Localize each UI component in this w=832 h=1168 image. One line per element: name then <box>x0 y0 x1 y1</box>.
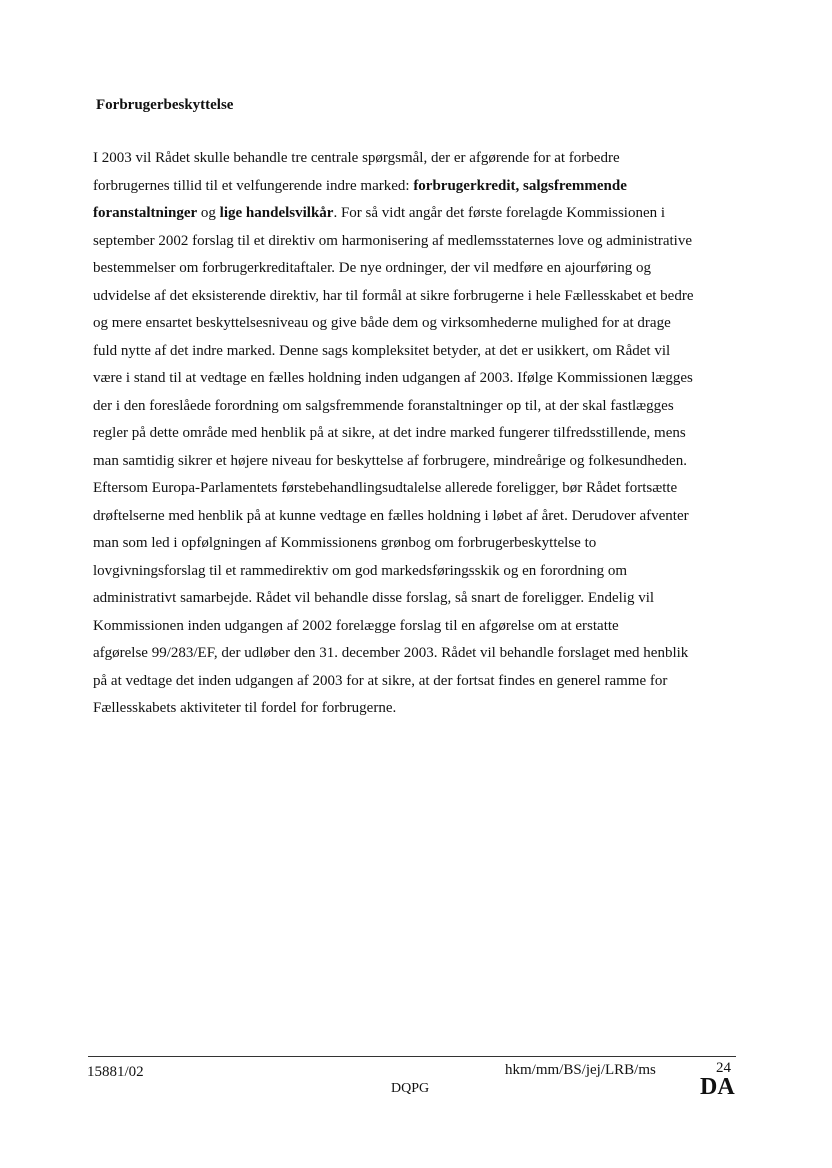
paragraph-line: afgørelse 99/283/EF, der udløber den 31. december 2003. Rådet vil behandle forslaget med henblik <box>93 645 689 661</box>
paragraph-line: drøftelserne med henblik på at kunne vedtage en fælles holdning i løbet af året. Derudover afventer <box>93 507 689 524</box>
paragraph-line: lovgivningsforslag til et rammedirektiv om god markedsføringsskik og en forordning om <box>93 562 628 579</box>
paragraph-line: bestemmelser om forbrugerkreditaftaler. De nye ordninger, der vil medføre en ajourføring og <box>93 260 651 276</box>
document-number: 15881/02 <box>87 1064 144 1080</box>
body-paragraph <box>93 145 749 723</box>
paragraph-line: I 2003 vil Rådet skulle behandle tre centrale spørgsmål, der er afgørende for at forbedre <box>93 150 620 166</box>
language-code: DA <box>700 1074 735 1100</box>
paragraph-line: man samtidig sikrer et højere niveau for beskyttelse af forbrugere, mindreårige og folkesundheden. <box>93 452 687 469</box>
bold-term: forbrugerkredit, salgsfremmende <box>413 177 627 194</box>
paragraph-line: Fællesskabets aktiviteter til fordel for forbrugerne. <box>93 700 397 716</box>
paragraph-line: september 2002 forslag til et direktiv om harmonisering af medlemsstaternes love og administrative <box>93 232 693 249</box>
paragraph-line: være i stand til at vedtage en fælles holdning inden udgangen af 2003. Ifølge Kommissionen lægges <box>93 370 693 386</box>
bold-term: foranstaltninger <box>93 205 198 221</box>
paragraph-line: forbrugernes tillid til et velfungerende indre marked: forbrugerkredit, salgsfremmende <box>93 177 627 194</box>
paragraph-line: udvidelse af det eksisterende direktiv, har til formål at sikre forbrugerne i hele Fællesskabet et bedre <box>93 287 694 304</box>
page-number: 24 <box>716 1060 731 1076</box>
paragraph-line: der i den foreslåede forordning om salgsfremmende foranstaltninger op til, at der skal fastlægges <box>93 397 674 414</box>
unit-code: DQPG <box>391 1081 430 1096</box>
author-initials: hkm/mm/BS/jej/LRB/ms <box>505 1062 656 1078</box>
paragraph-line: Kommissionen inden udgangen af 2002 forelægge forslag til en afgørelse om at erstatte <box>93 617 619 634</box>
paragraph-line: administrativt samarbejde. Rådet vil behandle disse forslag, så snart de foreligger. Endelig vil <box>93 590 655 606</box>
paragraph-line: man som led i opfølgningen af Kommissionens grønbog om forbrugerbeskyttelse to <box>93 535 597 551</box>
paragraph-line: og mere ensartet beskyttelsesniveau og give både dem og virksomhederne mulighed for at drage <box>93 315 671 331</box>
paragraph-line: regler på dette område med henblik på at sikre, at det indre marked fungerer tilfredsstillende, mens <box>93 425 686 441</box>
paragraph-line: Eftersom Europa-Parlamentets førstebehandlingsudtalelse allerede foreligger, bør Rådet fortsætte <box>93 480 678 496</box>
section-heading: Forbrugerbeskyttelse <box>96 97 234 113</box>
footer-divider <box>88 1056 736 1057</box>
bold-term: lige handelsvilkår <box>219 205 334 221</box>
paragraph-line: fuld nytte af det indre marked. Denne sags kompleksitet betyder, at det er usikkert, om Rådet vil <box>93 342 671 359</box>
paragraph-line: på at vedtage det inden udgangen af 2003 for at sikre, at der fortsat findes en generel ramme for <box>93 672 668 689</box>
paragraph-line: foranstaltninger og lige handelsvilkår. For så vidt angår det første forelagde Kommissionen i <box>93 205 666 221</box>
